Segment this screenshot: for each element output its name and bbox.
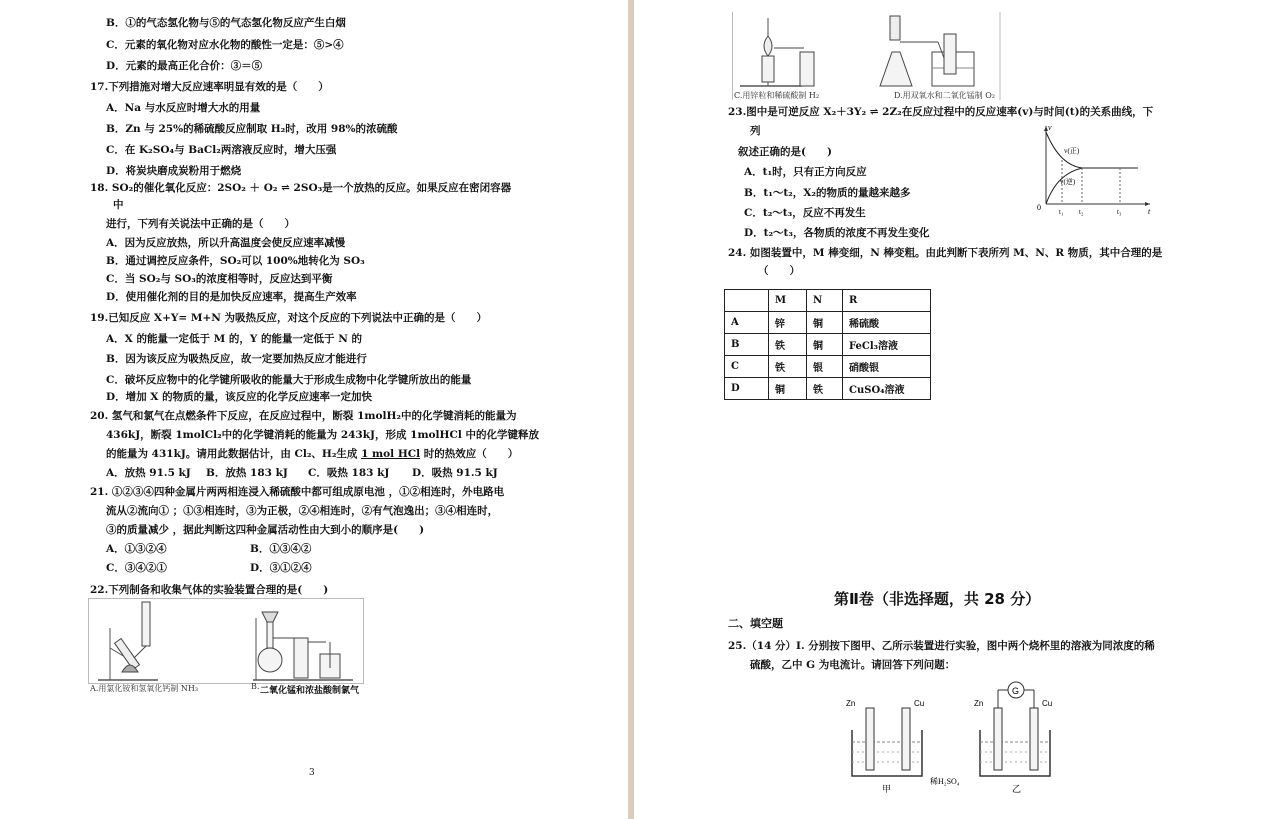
q20-stem-line2: 436kJ，断裂 1molCl₂中的化学键消耗的能量为 243kJ，形成 1molHCl 中的化学键释放 xyxy=(106,429,539,441)
table-cell: 硝酸银 xyxy=(843,356,931,378)
page-number: 3 xyxy=(309,768,315,778)
q21-stem-line1: 21. ①②③④四种金属片两两相连浸入稀硫酸中都可组成原电池 ，①②相连时，外电路电 xyxy=(90,486,505,498)
q20-underlined-term: 1 mol HCl xyxy=(361,448,421,460)
table-cell: 稀硫酸 xyxy=(843,312,931,334)
q23-rate-time-graph xyxy=(1034,120,1158,218)
graph-v-axis-label: v xyxy=(1048,123,1052,132)
table-cell: 铁 xyxy=(769,334,807,356)
graph-t1-label: t₁ xyxy=(1059,208,1064,216)
q20-stem-tail: 时的热效应（ ） xyxy=(423,448,519,460)
graph-origin-label: 0 xyxy=(1037,203,1041,212)
cell-label-jia: 甲 xyxy=(882,784,892,794)
section-heading: 二、填空题 xyxy=(728,617,783,630)
cu-electrode-label-a: Cu xyxy=(914,699,925,708)
q16-option-d: D．元素的最高正化合价：③＝⑤ xyxy=(106,60,263,72)
table-cell: 铁 xyxy=(807,378,843,400)
q22-caption-b-prefix: B. xyxy=(251,682,260,691)
table-cell: D xyxy=(725,378,769,400)
q25-cells-figure xyxy=(834,680,1064,795)
table-cell: FeCl₃溶液 xyxy=(843,334,931,356)
table-row xyxy=(725,356,931,378)
table-cell: 铜 xyxy=(769,378,807,400)
q24-table xyxy=(724,289,931,400)
q21-stem-line2: 流从②流向① ；①③相连时，③为正极，②④相连时，②有气泡逸出；③④相连时， xyxy=(106,505,499,517)
table-cell: 铜 xyxy=(807,312,843,334)
table-row xyxy=(725,334,931,356)
q18-option-b: B．通过调控反应条件，SO₂可以 100%地转化为 SO₃ xyxy=(106,255,365,267)
q20-option-c: C．吸热 183 kJ xyxy=(308,467,390,479)
graph-reverse-rate-label: v(逆) xyxy=(1060,178,1076,186)
q23-option-b: B．t₁～t₂，X₂的物质的量越来越多 xyxy=(744,187,911,199)
table-header-row xyxy=(725,290,931,312)
graph-t-axis-label: t xyxy=(1148,207,1151,216)
q20-option-a: A．放热 91.5 kJ xyxy=(106,467,191,479)
q18-stem-line2: 中 xyxy=(113,199,124,211)
q23-option-a: A．t₁时，只有正方向反应 xyxy=(744,166,867,178)
fig-caption-d: D.用双氧水和二氧化锰制 O₂ xyxy=(894,91,995,100)
q23-option-d: D．t₂～t₃，各物质的浓度不再发生变化 xyxy=(744,227,930,239)
q16-option-c: C．元素的氧化物对应水化物的酸性一定是：⑤>④ xyxy=(106,39,344,51)
table-cell: 铁 xyxy=(769,356,807,378)
zn-electrode-label-a: Zn xyxy=(846,699,856,708)
table-cell: 铜 xyxy=(807,334,843,356)
table-cell: 锌 xyxy=(769,312,807,334)
q20-option-d: D．吸热 91.5 kJ xyxy=(412,467,498,479)
q17-option-b: B．Zn 与 25%的稀硫酸反应制取 H₂时，改用 98%的浓硫酸 xyxy=(106,123,398,135)
q23-stem-line2: 列 xyxy=(750,125,761,137)
table-header-cell: M xyxy=(769,290,807,312)
table-row xyxy=(725,312,931,334)
table-cell: 银 xyxy=(807,356,843,378)
cell-label-yi: 乙 xyxy=(1012,784,1022,794)
q25-stem-line1: 25.（14 分）I. 分别按下图甲、乙所示装置进行实验，图中两个烧杯里的溶液为同浓度的稀 xyxy=(728,640,1155,652)
q22-apparatus-figure xyxy=(88,598,364,684)
q17-option-a: A．Na 与水反应时增大水的用量 xyxy=(106,102,261,114)
table-row xyxy=(725,378,931,400)
graph-forward-rate-label: v(正) xyxy=(1064,147,1080,155)
q18-stem-line1: 18. SO₂的催化氧化反应：2SO₂ ＋ O₂ ⇌ 2SO₃是一个放热的反应。如果反应在密闭容器 xyxy=(90,182,512,194)
q21-option-c: C．③④②① xyxy=(106,562,167,574)
q19-option-b: B．因为该反应为吸热反应，故一定要加热反应才能进行 xyxy=(106,353,367,365)
q21-option-a: A．①③②④ xyxy=(106,543,167,555)
q23-option-c: C．t₂～t₃，反应不再发生 xyxy=(744,207,866,219)
q22-stem: 22.下列制备和收集气体的实验装置合理的是( ) xyxy=(90,584,329,596)
q23-stem-line1: 23.图中是可逆反应 X₂＋3Y₂ ⇌ 2Z₂在反应过程中的反应速率(v)与时间(t)的关系曲线，下 xyxy=(728,106,1154,118)
q25-stem-line2: 硫酸，乙中 G 为电流计。请回答下列问题： xyxy=(750,659,956,671)
q24-stem-line2: （ ） xyxy=(758,265,800,277)
table-cell: A xyxy=(725,312,769,334)
q21-stem-line3: ③的质量减少 ，据此判断这四种金属活动性由大到小的顺序是( ) xyxy=(106,524,425,536)
table-cell: B xyxy=(725,334,769,356)
q20-stem-line1: 20. 氢气和氯气在点燃条件下反应，在反应过程中，断裂 1molH₂中的化学键消耗的能量为 xyxy=(90,410,517,422)
fig-caption-c: C.用锌粒和稀硫酸制 H₂ xyxy=(734,91,820,100)
q20-option-b: B．放热 183 kJ xyxy=(206,467,288,479)
solution-label: 稀H₂SO₄ xyxy=(930,777,960,786)
q22-caption-b: 二氧化锰和浓盐酸制氯气 xyxy=(260,686,360,696)
table-header-cell: N xyxy=(807,290,843,312)
q24-stem-line1: 24. 如图装置中，M 棒变细，N 棒变粗。由此判断下表所列 M、N、R 物质，其中合理的是 xyxy=(728,247,1163,259)
q18-option-c: C．当 SO₂与 SO₃的浓度相等时，反应达到平衡 xyxy=(106,273,333,285)
q17-option-d: D．将炭块磨成炭粉用于燃烧 xyxy=(106,165,242,177)
graph-t3-label: t₃ xyxy=(1117,208,1122,216)
table-header-cell: R xyxy=(843,290,931,312)
q20-stem-text: 的能量为 431kJ。请用此数据估计，由 Cl₂、H₂生成 xyxy=(106,448,358,460)
q18-option-d: D．使用催化剂的目的是加快反应速率，提高生产效率 xyxy=(106,291,357,303)
right-page xyxy=(634,0,1263,819)
q16-option-b: B．①的气态氢化物与⑤的气态氢化物反应产生白烟 xyxy=(106,17,346,29)
q19-stem: 19.已知反应 X+Y= M+N 为吸热反应，对这个反应的下列说法中正确的是（ ） xyxy=(90,312,487,324)
q19-option-a: A．X 的能量一定低于 M 的，Y 的能量一定低于 N 的 xyxy=(106,333,362,345)
zn-electrode-label-b: Zn xyxy=(974,699,984,708)
q18-option-a: A．因为反应放热，所以升高温度会使反应速率减慢 xyxy=(106,237,346,249)
cu-electrode-label-b: Cu xyxy=(1042,699,1053,708)
q18-stem-line3: 进行，下列有关说法中正确的是（ ） xyxy=(106,218,295,230)
q17-stem: 17.下列措施对增大反应速率明显有效的是（ ） xyxy=(90,81,329,93)
table-header-cell xyxy=(725,290,769,312)
graph-t2-label: t₂ xyxy=(1079,208,1084,216)
section-title: 第Ⅱ卷（非选择题，共 28 分） xyxy=(834,590,1041,608)
left-page xyxy=(0,0,628,819)
q22-caption-a: A.用氯化铵和氢氧化钙制 NH₃ xyxy=(90,684,199,693)
q21-option-d: D．③①②④ xyxy=(250,562,312,574)
q17-option-c: C．在 K₂SO₄与 BaCl₂两溶液反应时，增大压强 xyxy=(106,144,337,156)
q20-stem-line3 xyxy=(106,447,518,461)
table-cell: C xyxy=(725,356,769,378)
table-cell: CuSO₄溶液 xyxy=(843,378,931,400)
q21-option-b: B．①③④② xyxy=(250,543,312,555)
q22-apparatus-figure-cd xyxy=(732,12,1002,100)
galvanometer-label: G xyxy=(1012,686,1020,696)
q19-option-c: C．破坏反应物中的化学键所吸收的能量大于形成生成物中化学键所放出的能量 xyxy=(106,374,472,386)
q19-option-d: D．增加 X 的物质的量，该反应的化学反应速率一定加快 xyxy=(106,391,373,403)
q23-stem-line3: 叙述正确的是( ) xyxy=(738,146,832,158)
